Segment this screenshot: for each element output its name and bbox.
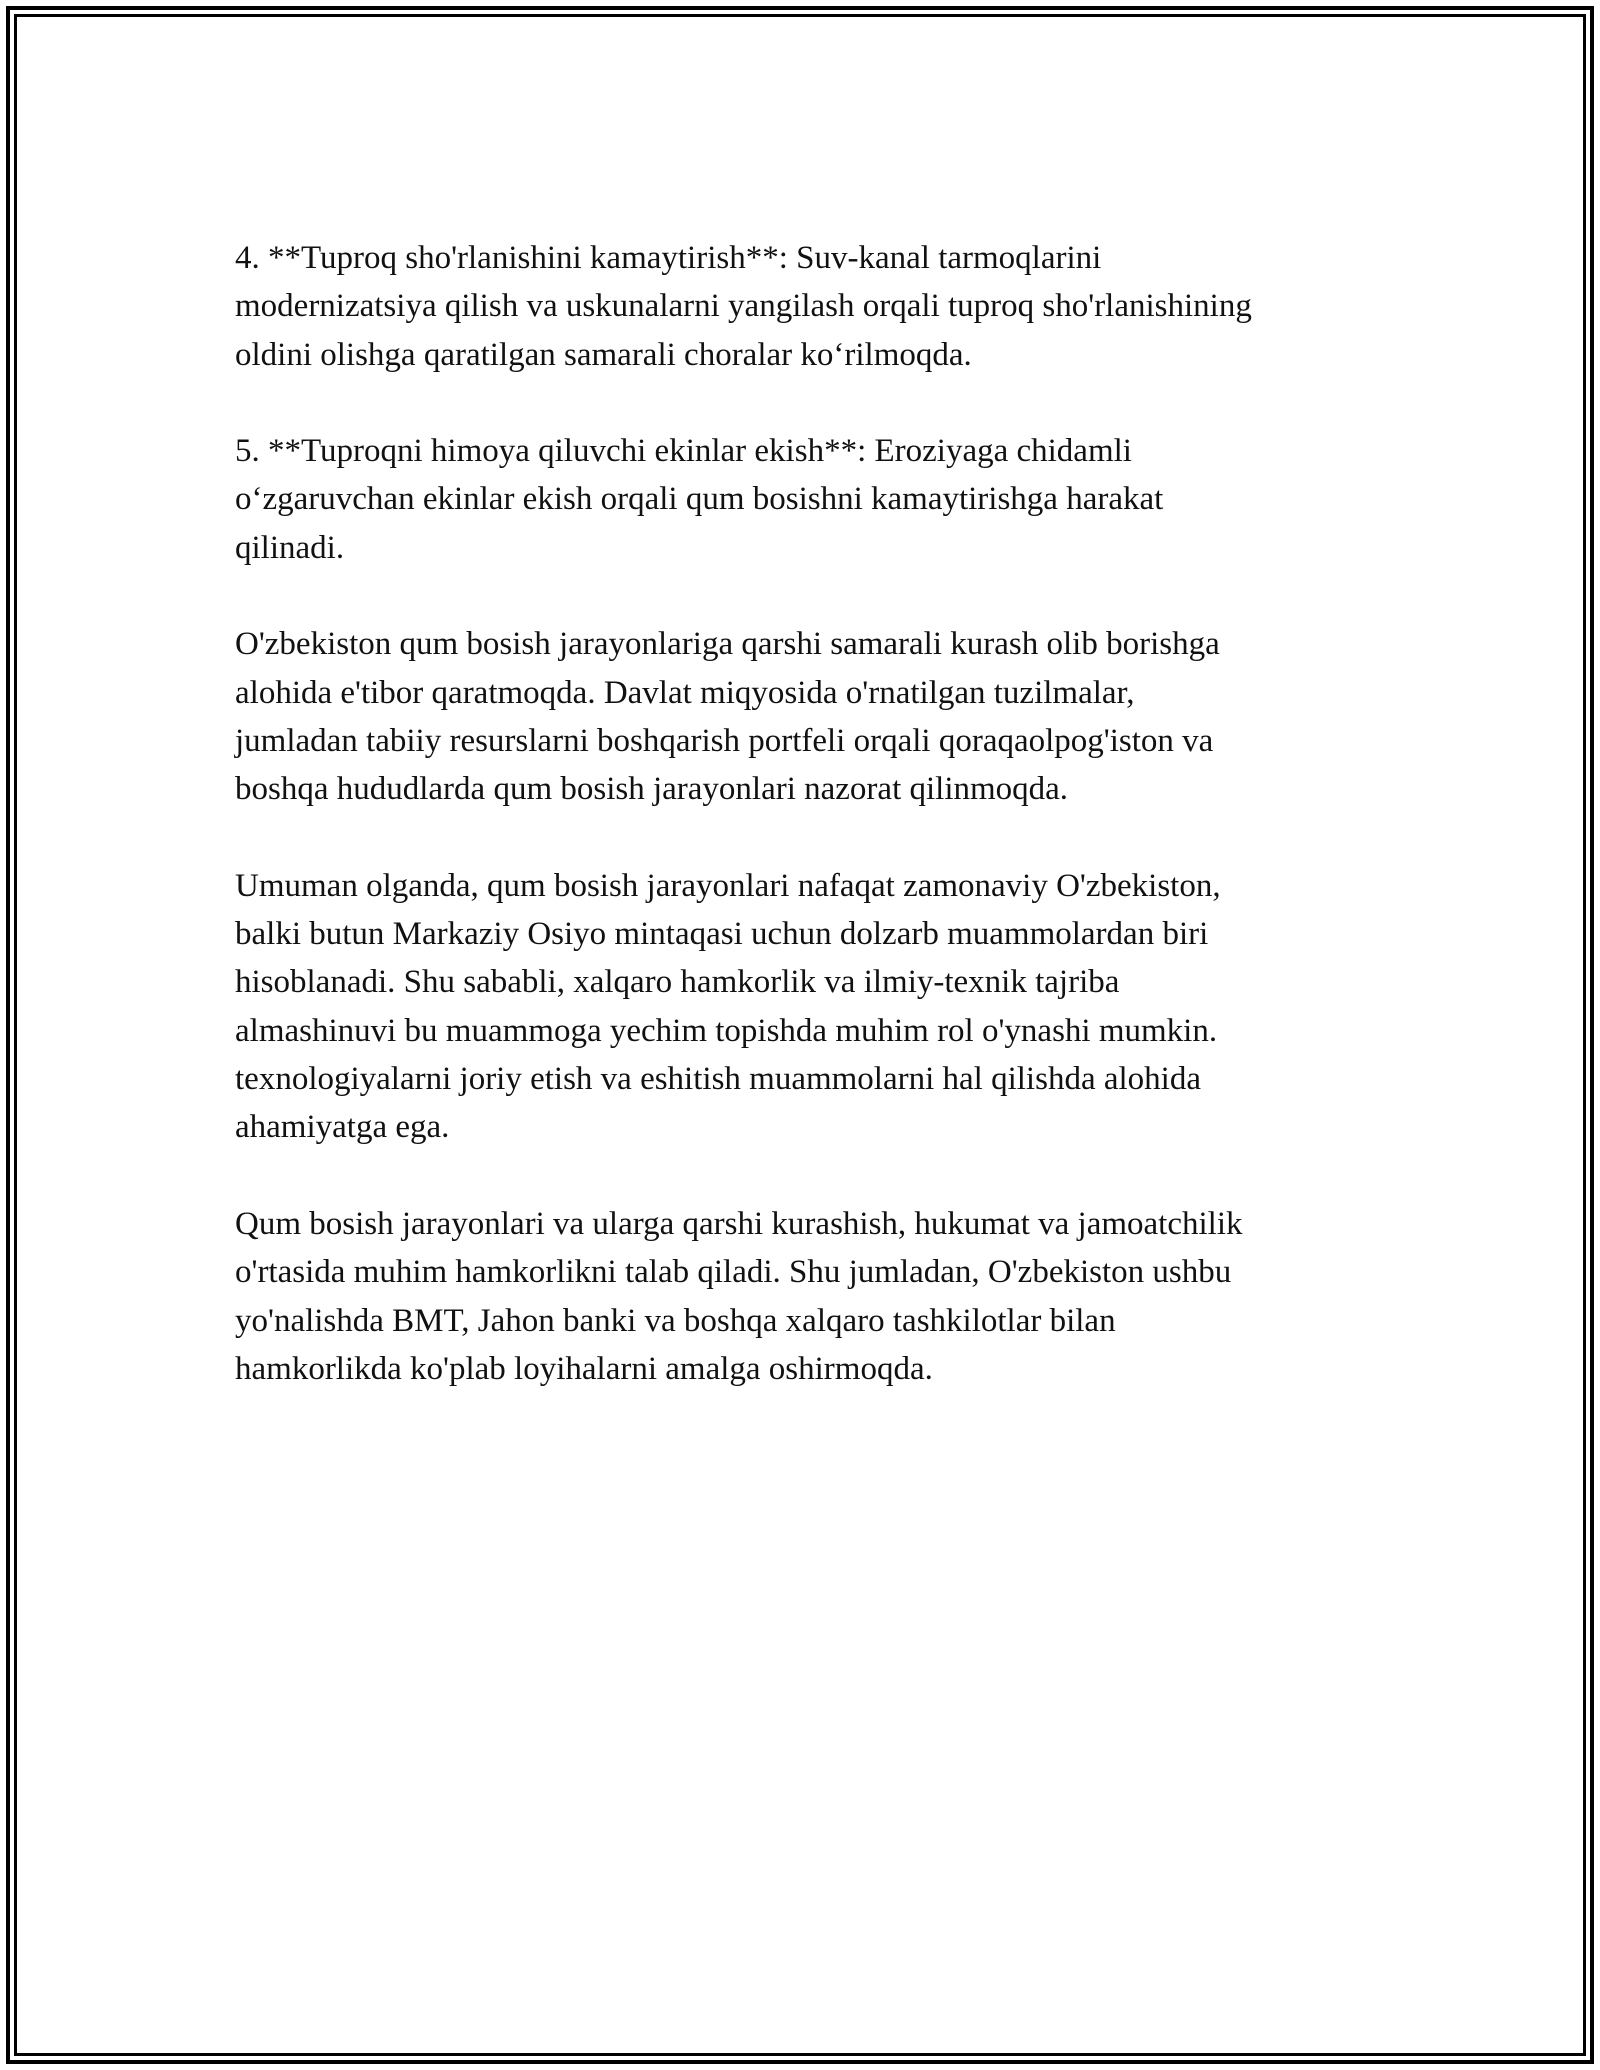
paragraph-uzbekistan-efforts: O'zbekiston qum bosish jarayonlariga qarshi samarali kurash olib borishga alohida e'tibor qaratmoqda. Davlat miqyosida o'rnatilgan tuzilmalar, jumladan tabiiy resurslarni boshqarish portfeli orqali qoraqaolpog'iston va boshqa hududlarda qum bosish jarayonlari nazorat qilinmoqda. (235, 626, 1220, 808)
document-body (235, 234, 1385, 1441)
paragraph-international-cooperation: Qum bosish jarayonlari va ularga qarshi kurashish, hukumat va jamoatchilik o'rtasida muhim hamkorlikni talab qiladi. Shu jumladan, O'zbekiston ushbu yo'nalishda BMT, Jahon banki va boshqa xalqaro tashkilotlar bilan hamkorlikda ko'plab loyihalarni amalga oshirmoqda. (235, 1205, 1243, 1387)
paragraph-protective-crops: 5. **Tuproqni himoya qiluvchi ekinlar ekish**: Eroziyaga chidamli o‘zgaruvchan ekinlar ekish orqali qum bosishni kamaytirishga harakat qilinadi. (235, 433, 1164, 566)
paragraph-regional-problem: Umuman olganda, qum bosish jarayonlari nafaqat zamonaviy O'zbekiston, balki butun Markaziy Osiyo mintaqasi uchun dolzarb muammolardan biri hisoblanadi. Shu sababli, xalqaro hamkorlik va ilmiy-texnik tajriba almashinuvi bu muammoga yechim topishda muhim rol o'ynashi mumkin. texnologiyalarni joriy etish va eshitish muammolarni hal qilishda alohida ahamiyatga ega. (235, 867, 1221, 1146)
paragraph-soil-salinization: 4. **Tuproq sho'rlanishini kamaytirish**: Suv-kanal tarmoqlarini modernizatsiya qilish va uskunalarni yangilash orqali tuproq sho'rlanishining oldini olishga qaratilgan samarali choralar ko‘rilmoqda. (235, 240, 1252, 373)
